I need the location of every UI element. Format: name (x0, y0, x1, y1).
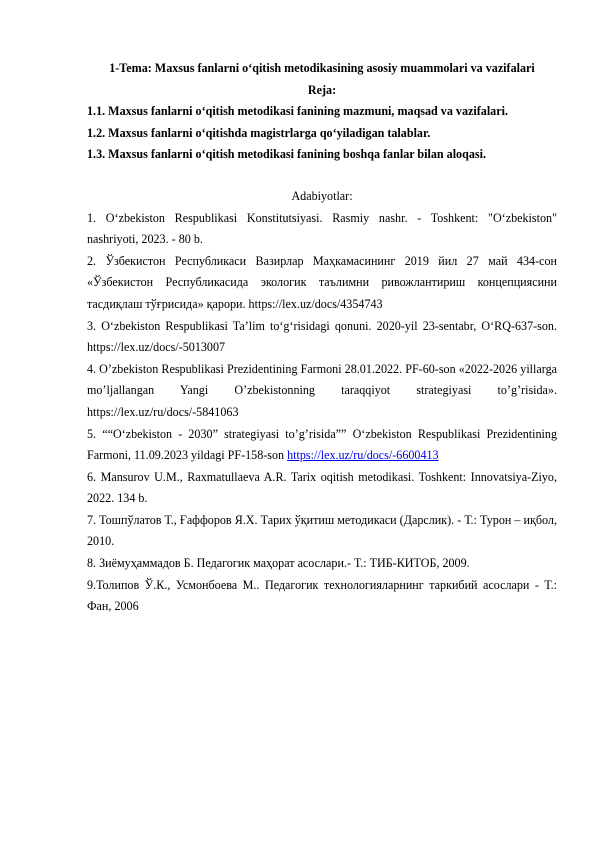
reference-item: 3. O‘zbekiston Respublikasi Ta’lim to‘g‘risidagi qonuni. 2020-yil 23-sentabr, O‘RQ-637-son. https://lex.uz/docs/-5013007 (87, 318, 557, 355)
reference-item: 6. Mansurov U.M., Raxmatullaeva A.R. Tarix oqitish metodikasi. Toshkent: Innovatsiya-Ziyo, 2022. 134 b. (87, 469, 557, 506)
plan-item: 1.3. Maxsus fanlarni o‘qitish metodikasi fanining boshqa fanlar bilan aloqasi. (87, 147, 486, 162)
reference-item: 7. Тошпўлатов Т., Ғаффоров Я.Х. Тарих ўқитиш методикаси (Дарслик). - Т.: Турон – иқбол, 2010. (87, 512, 557, 549)
page-content (87, 58, 557, 618)
plan-heading: Reja: (307, 82, 337, 97)
reference-item: 1. O‘zbekiston Respublikasi Konstitutsiyasi. Rasmiy nashr. - Toshkent: "O‘zbekiston" nashriyoti, 2023. - 80 b. (87, 210, 557, 247)
reference-item: 8. Зиёмуҳаммадов Б. Педагогик маҳорат асослари.- Т.: ТИБ-КИТОБ, 2009. (87, 556, 470, 571)
reference-item (87, 424, 557, 467)
reference-text: 5. ““O‘zbekiston - 2030” strategiyasi to’g’risida”” O‘zbekiston Respublikasi Prezidentining Farmoni, 11.09.2023 yildagi PF-158-son (87, 426, 557, 463)
references-heading: Adabiyotlar: (291, 188, 353, 203)
reference-item: 2. Ўзбекистон Республикаси Вазирлар Маҳкамасининг 2019 йил 27 май 434-сон «Ўзбекистон Республикасида экологик таълимни ривожлантириш концепциясини тасдиқлаш тўғрисида» қарори. https://lex.uz/docs/4354743 (87, 253, 557, 311)
plan-item: 1.1. Maxsus fanlarni o‘qitish metodikasi fanining mazmuni, maqsad va vazifalari. (87, 104, 508, 119)
page-title: 1-Tema: Maxsus fanlarni o‘qitish metodikasining asosiy muammolari va vazifalari (109, 61, 535, 75)
plan-item: 1.2. Maxsus fanlarni o‘qitishda magistrlarga qo‘yiladigan talablar. (87, 125, 431, 140)
reference-item: 9.Толипов Ў.К., Усмонбоева М.. Педагогик технологияларнинг таркибий асослари - Т.: Фан, 2006 (87, 577, 557, 614)
reference-item: 4. O’zbekiston Respublikasi Prezidentining Farmoni 28.01.2022. PF-60-son «2022-2026 yillarga mo’ljallangan Yangi O’zbekistonning taraqqiyot strategiyasi to’g’risida». https://lex.uz/ru/docs/-5841063 (87, 361, 557, 419)
reference-link[interactable]: https://lex.uz/ru/docs/-6600413 (287, 448, 439, 463)
section-spacer (87, 166, 557, 186)
